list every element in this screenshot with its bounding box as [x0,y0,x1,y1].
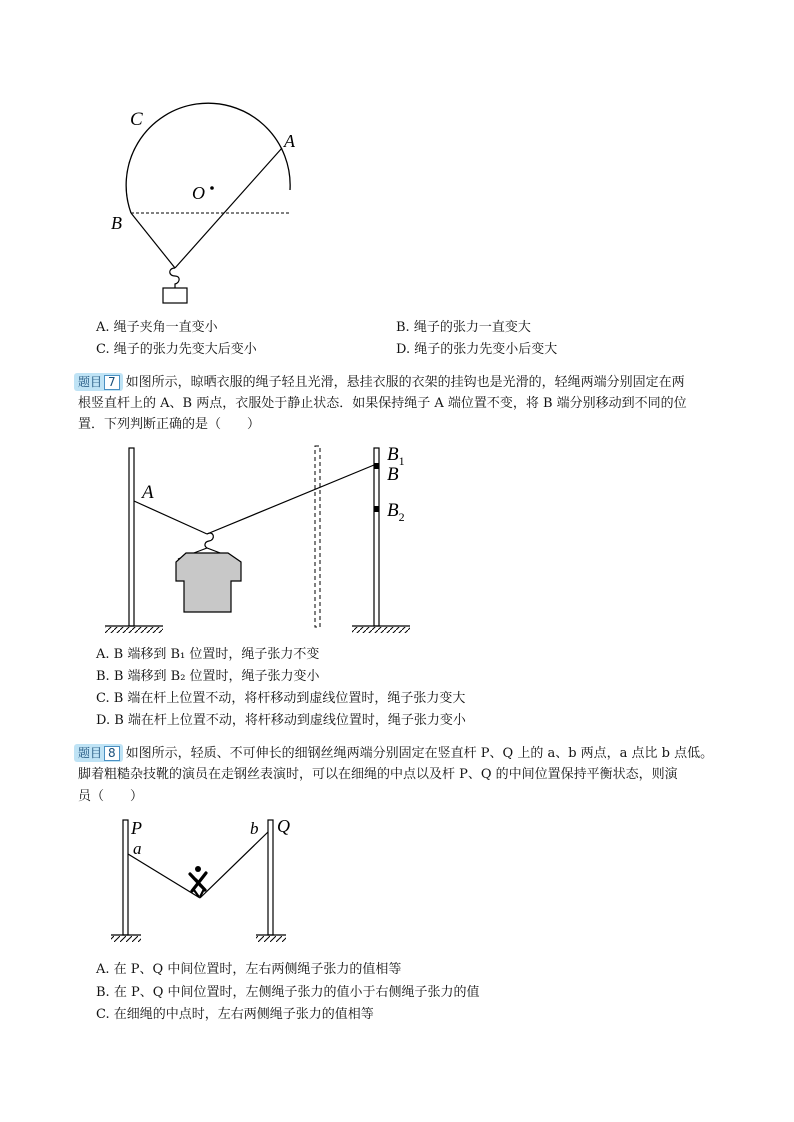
q6-option-c[interactable]: C. 绳子的张力先变大后变小 [96,342,257,357]
clothesline-figure [100,438,420,638]
q8-badge: 题目 8 [74,744,123,762]
b2-marker [374,506,379,512]
shirt-icon [176,553,241,612]
q7-text-line1: 如图所示，晾晒衣服的绳子轻且光滑，悬挂衣服的衣架的挂钩也是光滑的，轻绳两端分别固定在两 [125,375,685,390]
ground-q-hatch [256,936,286,942]
label-q: Q [277,816,290,836]
q6-option-b[interactable]: B. 绳子的张力一直变大 [396,320,531,335]
q7-option-a[interactable]: A. B 端移到 B₁ 位置时，绳子张力不变 [96,647,320,662]
q7-text-line2: 根竖直杆上的 A、B 两点，衣服处于静止状态．如果保持绳子 A 端位置不变，将 B 端分别移动到不同的位 [78,396,687,411]
q8-number: 8 [104,746,120,761]
q7-option-c[interactable]: C. B 端在杆上位置不动，将杆移动到虚线位置时，绳子张力变大 [96,691,466,706]
q8-option-a[interactable]: A. 在 P、Q 中间位置时，左右两侧绳子张力的值相等 [96,962,402,977]
circle-rope-figure [100,100,310,315]
q8-text-line3: 员（ ） [78,789,144,804]
q7-number: 7 [104,375,120,390]
weight-block [163,288,187,303]
left-ground-hatch [105,627,163,633]
pole-q [268,820,273,935]
rope-right-segment [207,465,374,534]
q7-option-b[interactable]: B. B 端移到 B₂ 位置时，绳子张力变小 [96,669,320,684]
label-a: A [284,131,295,151]
right-pole [374,448,379,626]
label-p: P [131,818,142,838]
dashed-pole [315,446,320,627]
q7-badge: 题目 7 [74,373,123,391]
left-pole [129,448,134,626]
hanger-hook-icon [205,533,213,548]
label-b: B [387,464,399,485]
right-ground-hatch [352,627,410,633]
circular-arc [126,103,290,213]
center-dot [210,186,214,190]
tightrope-figure [100,808,300,953]
b1-marker [374,463,379,469]
q6-option-a[interactable]: A. 绳子夹角一直变小 [96,320,218,335]
q8-line1 [74,744,713,763]
wire-left [128,854,200,898]
pole-p [123,820,128,935]
q6-option-d[interactable]: D. 绳子的张力先变小后变大 [396,342,558,357]
label-b1: $B_1$ [387,444,405,468]
ground-p-hatch [111,936,141,942]
wire-right [200,832,268,898]
q8-option-b[interactable]: B. 在 P、Q 中间位置时，左侧绳子张力的值小于右侧绳子张力的值 [96,985,480,1000]
label-b2: $B_2$ [387,500,405,524]
q8-text-line1: 如图所示，轻质、不可伸长的细钢丝绳两端分别固定在竖直杆 P、Q 上的 a、b 两点，a 点比 b 点低。 [125,746,714,761]
rope-right [175,148,282,268]
label-b: B [111,213,122,233]
q8-option-c[interactable]: C. 在细绳的中点时，左右两侧绳子张力的值相等 [96,1007,374,1022]
label-a: A [142,482,154,503]
label-c: C [130,109,143,130]
label-b: b [250,819,259,838]
q7-line1 [74,373,685,392]
acrobat-icon [190,866,206,897]
label-a: a [133,839,142,858]
rope-left [131,213,175,268]
q7-text-line3: 置．下列判断正确的是（ ） [78,417,261,432]
label-o: O [192,183,205,203]
hook-icon [170,268,179,288]
q7-option-d[interactable]: D. B 端在杆上位置不动，将杆移动到虚线位置时，绳子张力变小 [96,713,466,728]
q8-text-line2: 脚着粗糙杂技靴的演员在走钢丝表演时，可以在细绳的中点以及杆 P、Q 的中间位置保持平衡状态，则演 [78,767,678,782]
rope-left-segment [134,501,207,534]
